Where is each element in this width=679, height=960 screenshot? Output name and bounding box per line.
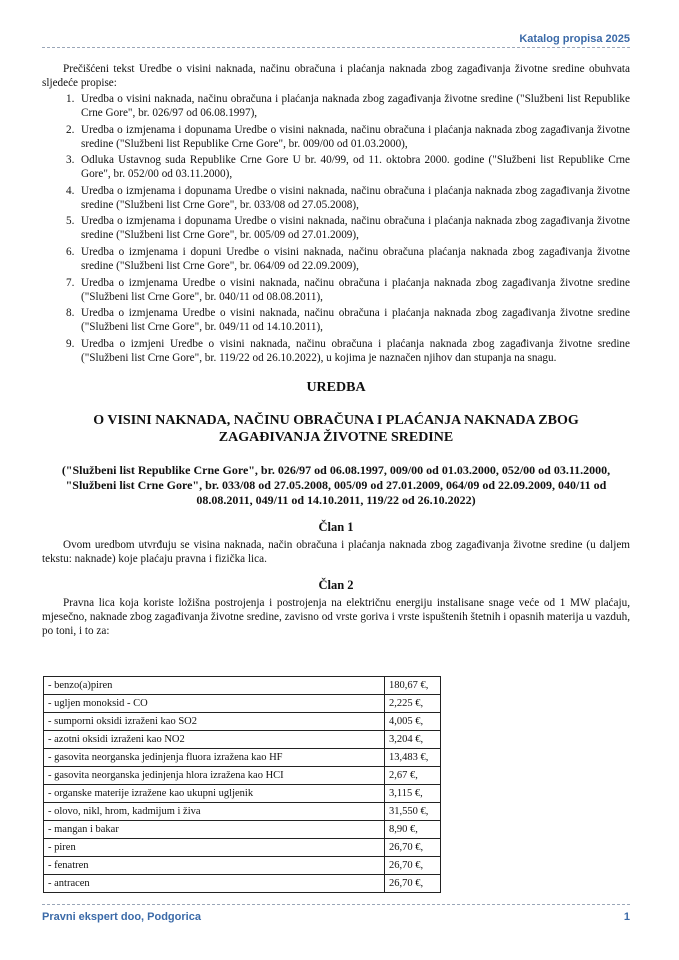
pollutant-name: - gasovita neorganska jedinjenja hlora izražena kao HCI [44, 767, 385, 785]
pollutant-rate: 26,70 €, [385, 839, 441, 857]
pollutant-name: - azotni oksidi izraženi kao NO2 [44, 731, 385, 749]
amendment-item: 8. Uredba o izmjenama Uredbe o visini naknada, načinu obračuna i plaćanja naknada zbog zagađivanja životne sredine ("Službeni list Crne Gore", br. 049/11 od 14.10.2011), [66, 307, 630, 334]
pollutant-name: - olovo, nikl, hrom, kadmijum i živa [44, 803, 385, 821]
table-row [44, 767, 441, 785]
article-2-heading: Član 2 [318, 577, 354, 592]
pollutant-name: - fenatren [44, 857, 385, 875]
pollutant-name: - organske materije izražene kao ukupni ugljenik [44, 785, 385, 803]
table-row [44, 731, 441, 749]
article-1-text: Ovom uredbom utvrđuju se visina naknada, način obračuna i plaćanja naknada zbog zagađivanja životne sredine (u daljem tekstu: naknade) koje plaćaju pravna i fizička lica. [42, 538, 630, 565]
pollutant-rate: 4,005 €, [385, 713, 441, 731]
pollutant-rates-table [43, 676, 441, 893]
pollutant-rate: 3,204 €, [385, 731, 441, 749]
table-row [44, 677, 441, 695]
amendment-item: 2. Uredba o izmjenama i dopunama Uredbe o visini naknada, načinu obračuna i plaćanja naknada zbog zagađivanja životne sredine ("Službeni list Republike Crne Gore", br. 009/00 od 01.03.2000), [66, 123, 630, 150]
pollutant-name: - mangan i bakar [44, 821, 385, 839]
table-row [44, 803, 441, 821]
amendment-item: 3. Odluka Ustavnog suda Republike Crne Gore U br. 40/99, od 11. oktobra 2000. godine ("Službeni list Republike Crne Gore", br. 052/00 od 03.11.2000), [66, 154, 630, 181]
amendment-list [42, 92, 630, 365]
pollutant-rate: 31,550 €, [385, 803, 441, 821]
document-title: O VISINI NAKNADA, NAČINU OBRAČUNA I PLAĆANJA NAKNADA ZBOG ZAGAĐIVANJA ŽIVOTNE SREDINE [93, 412, 579, 445]
table-row [44, 821, 441, 839]
header-divider [42, 47, 630, 48]
table-row [44, 695, 441, 713]
table-row [44, 857, 441, 875]
amendment-item: 6. Uredba o izmjenama i dopuni Uredbe o visini naknada, načinu obračuna plaćanja naknada zbog zagađivanja životne sredine ("Službeni list Crne Gore", br. 064/09 od 22.09.2009), [66, 245, 630, 272]
pollutant-rate: 3,115 €, [385, 785, 441, 803]
pollutant-name: - sumporni oksidi izraženi kao SO2 [44, 713, 385, 731]
intro-text: Prečišćeni tekst Uredbe o visini naknada, načinu obračuna i plaćanja naknada zbog zagađivanja životne sredine obuhvata sljedeće propise: [42, 63, 630, 89]
catalog-title: Katalog propisa 2025 [519, 33, 630, 45]
pollutant-rate: 2,67 €, [385, 767, 441, 785]
page-number: 1 [623, 911, 630, 923]
pollutant-rate: 2,225 €, [385, 695, 441, 713]
table-row [44, 785, 441, 803]
amendment-item: 7. Uredba o izmjenama Uredbe o visini naknada, načinu obračuna i plaćanja naknada zbog zagađivanja životne sredine ("Službeni list Crne Gore", br. 040/11 od 08.08.2011), [66, 276, 630, 303]
pollutant-rate: 26,70 €, [385, 857, 441, 875]
pollutant-name: - benzo(a)piren [44, 677, 385, 695]
amendment-item: 1. Uredba o visini naknada, načinu obračuna i plaćanja naknada zbog zagađivanja životne sredine ("Službeni list Republike Crne Gore", br. 026/97 od 06.08.1997), [66, 93, 630, 119]
document-heading: UREDBA [306, 379, 366, 395]
table-row [44, 713, 441, 731]
pollutant-rate: 13,483 €, [385, 749, 441, 767]
pollutant-name: - piren [44, 839, 385, 857]
amendment-item: 4. Uredba o izmjenama i dopunama Uredbe o visini naknada, načinu obračuna i plaćanja naknada zbog zagađivanja životne sredine ("Službeni list Crne Gore", br. 033/08 od 27.05.2008), [66, 184, 630, 211]
article-1-heading: Član 1 [318, 519, 354, 534]
amendment-item: 9. Uredba o izmjeni Uredbe o visini naknada, načinu obračuna i plaćanja naknada zbog zagađivanja životne sredine ("Službeni list Crne Gore", br. 119/22 od 26.10.2022), u kojima je naznačen njihov dan stupanja na snagu. [66, 337, 630, 364]
document-body [42, 62, 630, 638]
pollutant-name: - gasovita neorganska jedinjenja fluora izražena kao HF [44, 749, 385, 767]
article-2-text: Pravna lica koja koriste ložišna postrojenja i postrojenja na električnu energiju instalisane snage veće od 1 MW plaćaju, mjesečno, naknade zbog zagađivanja životne sredine, zavisno od vrste goriva i vrste ispuštenih štetnih i opasnih materija u vazduh, po toni, i to za: [42, 596, 630, 637]
pollutant-name: - ugljen monoksid - CO [44, 695, 385, 713]
table-row [44, 875, 441, 893]
pollutant-rate: 8,90 €, [385, 821, 441, 839]
table-row [44, 839, 441, 857]
pollutant-rate: 180,67 €, [385, 677, 441, 695]
pollutant-rate: 26,70 €, [385, 875, 441, 893]
table-row [44, 749, 441, 767]
gazette-references: ("Službeni list Republike Crne Gore", br. 026/97 od 06.08.1997, 009/00 od 01.03.2000, 052/00 od 03.11.2000, "Službeni list Crne Gore", br. 033/08 od 27.05.2008, 005/09 od 27.01.2009, 064/09 od 22.09.2009, 040/11 od 08.08.2011, 049/11 od 14.10.2011, 119/22 od 26.10.2022) [61, 462, 611, 507]
amendment-item: 5. Uredba o izmjenama i dopunama Uredbe o visini naknada, načinu obračuna i plaćanja naknada zbog zagađivanja životne sredine ("Službeni list Crne Gore", br. 005/09 od 27.01.2009), [66, 215, 630, 242]
pollutant-name: - antracen [44, 875, 385, 893]
footer-company: Pravni ekspert doo, Podgorica [42, 911, 201, 923]
footer-divider [42, 904, 630, 905]
